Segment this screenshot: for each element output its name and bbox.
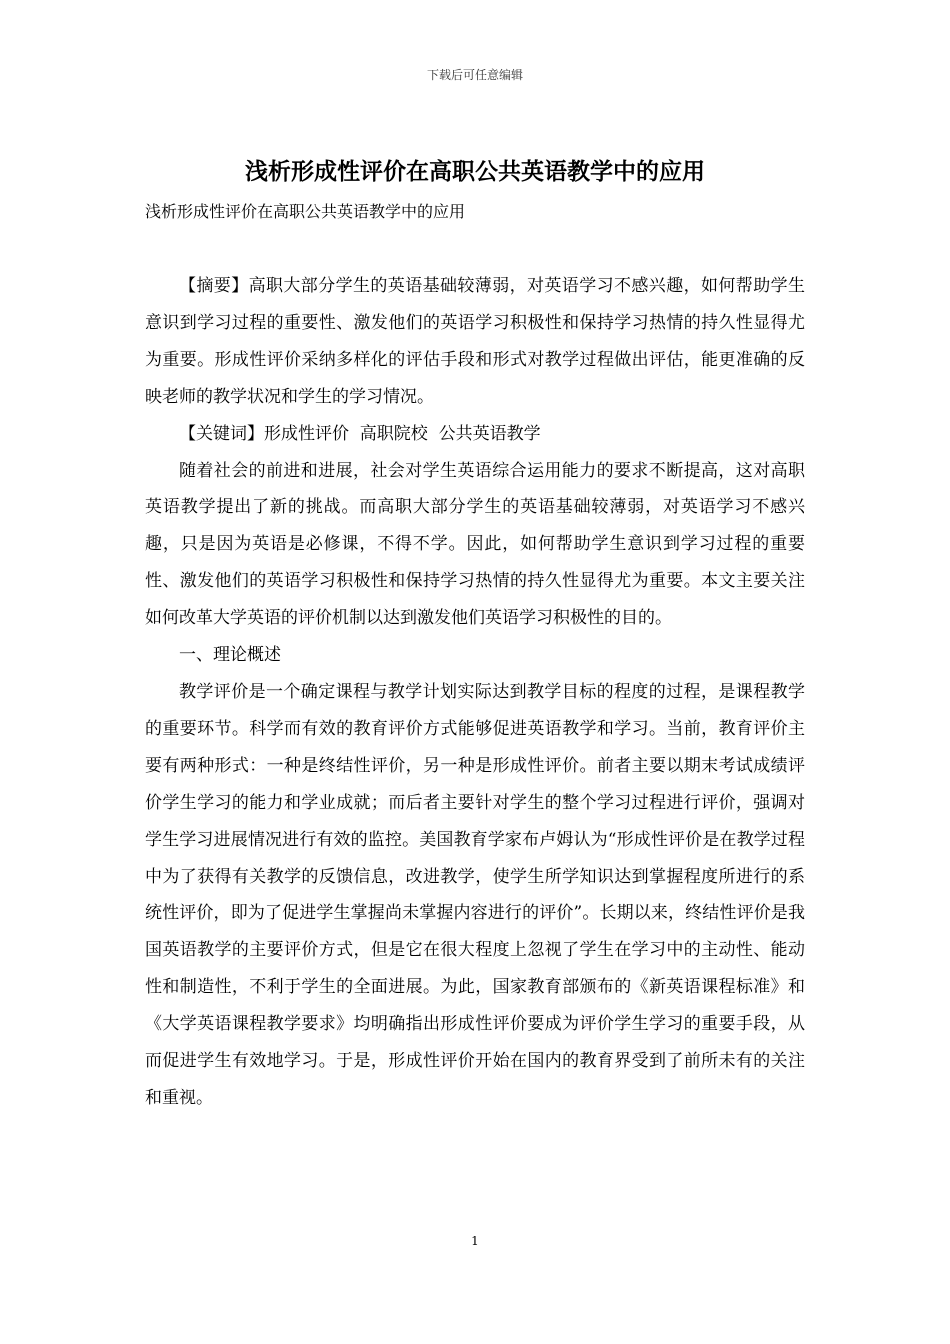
section-heading: 一、理论概述	[179, 645, 281, 666]
page-header: 下载后可任意编辑	[426, 68, 523, 82]
theory-paragraph: 教学评价是一个确定课程与教学计划实际达到教学目标的程度的过程，是课程教学的重要环节。科学而有效的教育评价方式能够促进英语教学和学习。当前，教育评价主要有两种形式：一种是终结性评价，另一种是形成性评价。前者主要以期末考试成绩评价学生学习的能力和学业成就；而后者主要针对学生的整个学习过程进行评价，强调对学生学习进展情况进行有效的监控。美国教育学家布卢姆认为“形成性评价是在教学过程中为了获得有关教学的反馈信息，改进教学，使学生所学知识达到掌握程度所进行的系统性评价，即为了促进学生掌握尚未掌握内容进行的评价”。长期以来，终结性评价是我国英语教学的主要评价方式，但是它在很大程度上忽视了学生在学习中的主动性、能动性和制造性，不利于学生的全面进展。为此，国家教育部颁布的《新英语课程标准》和《大学英语课程教学要求》均明确指出形成性评价要成为评价学生学习的重要手段，从而促进学生有效地学习。于是，形成性评价开始在国内的教育界受到了前所未有的关注和重视。	[145, 681, 805, 1108]
page-number: 1	[471, 1234, 479, 1248]
keywords-paragraph: 【关键词】形成性评价 高职院校 公共英语教学	[179, 423, 541, 444]
intro-paragraph: 随着社会的前进和进展，社会对学生英语综合运用能力的要求不断提高，这对高职英语教学提出了新的挑战。而高职大部分学生的英语基础较薄弱，对英语学习不感兴趣，只是因为英语是必修课，不得不学。因此，如何帮助学生意识到学习过程的重要性、激发他们的英语学习积极性和保持学习热情的持久性显得尤为重要。本文主要关注如何改革大学英语的评价机制以达到激发他们英语学习积极性的目的。	[145, 460, 805, 629]
document-subtitle: 浅析形成性评价在高职公共英语教学中的应用	[145, 202, 466, 221]
document-title: 浅析形成性评价在高职公共英语教学中的应用	[245, 158, 705, 185]
abstract-paragraph: 【摘要】高职大部分学生的英语基础较薄弱，对英语学习不感兴趣，如何帮助学生意识到学习过程的重要性、激发他们的英语学习积极性和保持学习热情的持久性显得尤为重要。形成性评价采纳多样化的评估手段和形式对教学过程做出评估，能更准确的反映老师的教学状况和学生的学习情况。	[145, 276, 805, 407]
document-body	[145, 268, 805, 1117]
